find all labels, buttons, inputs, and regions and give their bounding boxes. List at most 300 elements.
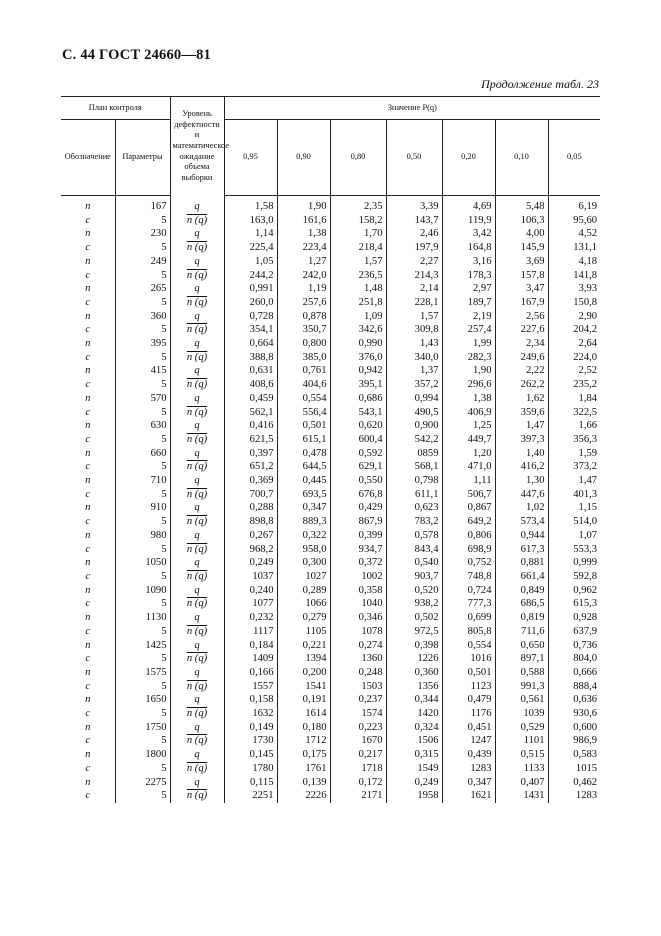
probability-group-header bbox=[224, 97, 600, 120]
probability-value-cell: 1101 bbox=[495, 734, 548, 748]
probability-value-cell: 1015 bbox=[548, 762, 600, 776]
table-row bbox=[61, 447, 600, 461]
probability-value-cell: 0,928 bbox=[548, 611, 600, 625]
probability-value-cell: 0,620 bbox=[330, 419, 386, 433]
level-cell: n (q) bbox=[170, 652, 224, 666]
probability-value-cell: 167,9 bbox=[495, 296, 548, 310]
plan-parameter-cell: 1575 bbox=[115, 666, 170, 680]
plan-symbol-cell: n bbox=[85, 447, 91, 459]
table-row bbox=[61, 296, 600, 310]
plan-symbol-cell: n bbox=[85, 420, 91, 432]
probability-value-cell: 376,0 bbox=[330, 351, 386, 365]
probability-value-cell: 1176 bbox=[442, 707, 495, 721]
probability-value-cell: 1,07 bbox=[548, 529, 600, 543]
probability-value-cell: 406,9 bbox=[442, 406, 495, 420]
table-row bbox=[61, 666, 600, 680]
plan-symbol-cell: c bbox=[85, 379, 91, 391]
probability-value-cell: 0,347 bbox=[442, 776, 495, 790]
plan-parameter-cell: 5 bbox=[115, 680, 170, 694]
plan-parameter-cell: 710 bbox=[115, 474, 170, 488]
plan-parameter-cell: 415 bbox=[115, 364, 170, 378]
params-column-header: Параметры bbox=[115, 120, 170, 196]
plan-symbol-cell: c bbox=[85, 488, 91, 500]
probability-value-cell: 0,554 bbox=[442, 639, 495, 653]
plan-symbol-cell: n bbox=[85, 502, 91, 514]
probability-value-cell: 0,300 bbox=[277, 556, 330, 570]
level-cell: n (q) bbox=[170, 762, 224, 776]
probability-value-cell: 143,7 bbox=[386, 214, 442, 228]
probability-value-cell: 1541 bbox=[277, 680, 330, 694]
level-cell: n (q) bbox=[170, 680, 224, 694]
table-row bbox=[61, 639, 600, 653]
probability-value-cell: 1226 bbox=[386, 652, 442, 666]
plan-symbol-cell: n bbox=[85, 365, 91, 377]
probability-value-cell: 0,184 bbox=[224, 639, 277, 653]
plan-symbol-cell: n bbox=[85, 666, 91, 678]
probability-value-cell: 0,249 bbox=[224, 556, 277, 570]
probability-value-cell: 1066 bbox=[277, 597, 330, 611]
probability-value-cell: 0,407 bbox=[495, 776, 548, 790]
probability-value-cell: 1247 bbox=[442, 734, 495, 748]
probability-value-cell: 1,30 bbox=[495, 474, 548, 488]
probability-value-cell: 1,59 bbox=[548, 447, 600, 461]
probability-value-cell: 1,90 bbox=[442, 364, 495, 378]
plan-parameter-cell: 5 bbox=[115, 241, 170, 255]
probability-value-cell: 2,52 bbox=[548, 364, 600, 378]
probability-value-cell: 0,398 bbox=[386, 639, 442, 653]
plan-symbol-cell: c bbox=[85, 269, 91, 281]
probability-value-cell: 2,56 bbox=[495, 310, 548, 324]
probability-value-cell: 3,39 bbox=[386, 196, 442, 214]
probability-value-cell: 0,372 bbox=[330, 556, 386, 570]
plan-symbol-cell: n bbox=[85, 749, 91, 761]
plan-symbol-cell: c bbox=[85, 242, 91, 254]
probability-value-cell: 1780 bbox=[224, 762, 277, 776]
plan-symbol-cell: n bbox=[85, 201, 91, 212]
probability-value-cell: 0,631 bbox=[224, 364, 277, 378]
probability-value-cell: 651,2 bbox=[224, 460, 277, 474]
probability-value-cell: 1409 bbox=[224, 652, 277, 666]
level-cell: n (q) bbox=[170, 515, 224, 529]
probability-value-cell: 1431 bbox=[495, 789, 548, 803]
probability-value-cell: 1,27 bbox=[277, 255, 330, 269]
probability-value-cell: 0,999 bbox=[548, 556, 600, 570]
probability-value-cell: 1,20 bbox=[442, 447, 495, 461]
probability-value-cell: 1621 bbox=[442, 789, 495, 803]
probability-value-cell: 0,520 bbox=[386, 584, 442, 598]
plan-parameter-cell: 660 bbox=[115, 447, 170, 461]
plan-parameter-cell: 5 bbox=[115, 406, 170, 420]
probability-value-cell: 0,369 bbox=[224, 474, 277, 488]
probability-value-cell: 449,7 bbox=[442, 433, 495, 447]
probability-value-cell: 0,583 bbox=[548, 748, 600, 762]
probability-value-cell: 6,19 bbox=[548, 196, 600, 214]
probability-value-cell: 1506 bbox=[386, 734, 442, 748]
plan-parameter-cell: 5 bbox=[115, 789, 170, 803]
probability-value-cell: 2251 bbox=[224, 789, 277, 803]
plan-symbol-cell: n bbox=[85, 612, 91, 624]
probability-value-cell: 0,798 bbox=[386, 474, 442, 488]
plan-symbol-cell: c bbox=[85, 543, 91, 555]
probability-value-cell: 629,1 bbox=[330, 460, 386, 474]
probability-value-cell: 164,8 bbox=[442, 241, 495, 255]
level-cell: n (q) bbox=[170, 625, 224, 639]
probability-value-cell: 141,8 bbox=[548, 269, 600, 283]
plan-parameter-cell: 265 bbox=[115, 282, 170, 296]
probability-value-cell: 1078 bbox=[330, 625, 386, 639]
probability-value-cell: 260,0 bbox=[224, 296, 277, 310]
probability-value-cell: 1,66 bbox=[548, 419, 600, 433]
probability-value-cell: 968,2 bbox=[224, 543, 277, 557]
probability-value-cell: 693,5 bbox=[277, 488, 330, 502]
probability-value-cell: 235,2 bbox=[548, 378, 600, 392]
probability-value-cell: 2,46 bbox=[386, 227, 442, 241]
probability-value-cell: 1761 bbox=[277, 762, 330, 776]
probability-value-cell: 514,0 bbox=[548, 515, 600, 529]
level-cell: n (q) bbox=[170, 296, 224, 310]
probability-value-cell: 898,8 bbox=[224, 515, 277, 529]
probability-value-cell: 958,0 bbox=[277, 543, 330, 557]
probability-value-cell: 490,5 bbox=[386, 406, 442, 420]
table-row bbox=[61, 419, 600, 433]
plan-symbol-cell: c bbox=[85, 762, 91, 774]
probability-value-cell: 0,288 bbox=[224, 501, 277, 515]
probability-value-cell: 1,11 bbox=[442, 474, 495, 488]
table-row bbox=[61, 570, 600, 584]
probability-value-cell: 0,223 bbox=[330, 721, 386, 735]
probability-value-cell: 1,43 bbox=[386, 337, 442, 351]
plan-parameter-cell: 5 bbox=[115, 351, 170, 365]
probability-value-cell: 1,84 bbox=[548, 392, 600, 406]
plan-parameter-cell: 395 bbox=[115, 337, 170, 351]
table-row bbox=[61, 625, 600, 639]
probability-value-cell: 1040 bbox=[330, 597, 386, 611]
plan-symbol-cell: n bbox=[85, 694, 91, 706]
probability-value-cell: 0,279 bbox=[277, 611, 330, 625]
level-cell: q bbox=[170, 474, 224, 488]
probability-value-cell: 615,1 bbox=[277, 433, 330, 447]
table-row bbox=[61, 214, 600, 228]
probability-value-cell: 0,200 bbox=[277, 666, 330, 680]
plan-parameter-cell: 980 bbox=[115, 529, 170, 543]
level-cell: q bbox=[170, 693, 224, 707]
probability-value-cell: 649,2 bbox=[442, 515, 495, 529]
probability-value-cell: 0,139 bbox=[277, 776, 330, 790]
level-cell: q bbox=[170, 337, 224, 351]
probability-value-cell: 0,990 bbox=[330, 337, 386, 351]
plan-parameter-cell: 1090 bbox=[115, 584, 170, 598]
probability-value-cell: 0,994 bbox=[386, 392, 442, 406]
probability-value-cell: 0,479 bbox=[442, 693, 495, 707]
table-row bbox=[61, 611, 600, 625]
probability-value-cell: 0,274 bbox=[330, 639, 386, 653]
probability-value-cell: 2,97 bbox=[442, 282, 495, 296]
probability-value-cell: 1027 bbox=[277, 570, 330, 584]
probability-value-cell: 404,6 bbox=[277, 378, 330, 392]
probability-value-cell: 228,1 bbox=[386, 296, 442, 310]
probability-value-cell: 0,462 bbox=[548, 776, 600, 790]
probability-value-cell: 1574 bbox=[330, 707, 386, 721]
probability-value-cell: 397,3 bbox=[495, 433, 548, 447]
probability-value-cell: 0,289 bbox=[277, 584, 330, 598]
probability-value-cell: 986,9 bbox=[548, 734, 600, 748]
symbol-column-header: Обозначение bbox=[61, 120, 115, 196]
probability-value-cell: 356,3 bbox=[548, 433, 600, 447]
probability-value-cell: 661,4 bbox=[495, 570, 548, 584]
probability-value-cell: 189,7 bbox=[442, 296, 495, 310]
plan-symbol-cell: c bbox=[85, 516, 91, 528]
probability-value-cell: 395,1 bbox=[330, 378, 386, 392]
level-cell: q bbox=[170, 392, 224, 406]
probability-value-cell: 1614 bbox=[277, 707, 330, 721]
probability-value-cell: 1037 bbox=[224, 570, 277, 584]
probability-value-cell: 0,878 bbox=[277, 310, 330, 324]
probability-value-cell: 257,6 bbox=[277, 296, 330, 310]
plan-symbol-cell: c bbox=[85, 653, 91, 665]
table-row bbox=[61, 488, 600, 502]
table-row bbox=[61, 474, 600, 488]
probability-value-cell: 1503 bbox=[330, 680, 386, 694]
probability-value-cell: 897,1 bbox=[495, 652, 548, 666]
probability-value-cell: 0,478 bbox=[277, 447, 330, 461]
probability-value-cell: 178,3 bbox=[442, 269, 495, 283]
probability-value-cell: 1,57 bbox=[386, 310, 442, 324]
probability-value-cell: 1670 bbox=[330, 734, 386, 748]
probability-value-cell: 145,9 bbox=[495, 241, 548, 255]
probability-value-cell: 0,944 bbox=[495, 529, 548, 543]
plan-parameter-cell: 1750 bbox=[115, 721, 170, 735]
table-row bbox=[61, 433, 600, 447]
probability-value-cell: 0,761 bbox=[277, 364, 330, 378]
table-row bbox=[61, 392, 600, 406]
prob-column-header: 0,80 bbox=[330, 120, 386, 196]
probability-value-cell: 0,800 bbox=[277, 337, 330, 351]
probability-value-cell: 204,2 bbox=[548, 323, 600, 337]
level-cell: q bbox=[170, 227, 224, 241]
probability-value-cell: 1133 bbox=[495, 762, 548, 776]
probability-value-cell: 0,650 bbox=[495, 639, 548, 653]
probability-value-cell: 0,502 bbox=[386, 611, 442, 625]
probability-value-cell: 711,6 bbox=[495, 625, 548, 639]
probability-value-cell: 1,48 bbox=[330, 282, 386, 296]
table-row bbox=[61, 693, 600, 707]
probability-value-cell: 0,728 bbox=[224, 310, 277, 324]
level-cell: q bbox=[170, 196, 224, 214]
level-cell: n (q) bbox=[170, 241, 224, 255]
probability-value-cell: 611,1 bbox=[386, 488, 442, 502]
table-row bbox=[61, 351, 600, 365]
probability-value-cell: 0,550 bbox=[330, 474, 386, 488]
probability-value-cell: 3,16 bbox=[442, 255, 495, 269]
probability-value-cell: 0,429 bbox=[330, 501, 386, 515]
probability-value-cell: 1,38 bbox=[277, 227, 330, 241]
plan-parameter-cell: 5 bbox=[115, 570, 170, 584]
probability-value-cell: 342,6 bbox=[330, 323, 386, 337]
probability-value-cell: 2171 bbox=[330, 789, 386, 803]
plan-parameter-cell: 230 bbox=[115, 227, 170, 241]
probability-value-cell: 1712 bbox=[277, 734, 330, 748]
probability-value-cell: 1283 bbox=[442, 762, 495, 776]
table-row bbox=[61, 515, 600, 529]
probability-value-cell: 282,3 bbox=[442, 351, 495, 365]
probability-value-cell: 0,232 bbox=[224, 611, 277, 625]
probability-value-cell: 888,4 bbox=[548, 680, 600, 694]
plan-symbol-cell: c bbox=[85, 735, 91, 747]
probability-value-cell: 2,90 bbox=[548, 310, 600, 324]
plan-symbol-cell: n bbox=[85, 557, 91, 569]
probability-value-cell: 1,57 bbox=[330, 255, 386, 269]
table-row bbox=[61, 460, 600, 474]
probability-value-cell: 0,664 bbox=[224, 337, 277, 351]
level-cell: n (q) bbox=[170, 378, 224, 392]
probability-value-cell: 0,666 bbox=[548, 666, 600, 680]
probability-value-cell: 804,0 bbox=[548, 652, 600, 666]
probability-value-cell: 0,180 bbox=[277, 721, 330, 735]
probability-value-cell: 0,501 bbox=[442, 666, 495, 680]
probability-value-cell: 1,09 bbox=[330, 310, 386, 324]
probability-value-cell: 0,172 bbox=[330, 776, 386, 790]
plan-parameter-cell: 249 bbox=[115, 255, 170, 269]
probability-value-cell: 262,2 bbox=[495, 378, 548, 392]
probability-value-cell: 1632 bbox=[224, 707, 277, 721]
probability-value-cell: 0,588 bbox=[495, 666, 548, 680]
plan-parameter-cell: 5 bbox=[115, 296, 170, 310]
table-row bbox=[61, 556, 600, 570]
probability-value-cell: 236,5 bbox=[330, 269, 386, 283]
probability-value-cell: 0,592 bbox=[330, 447, 386, 461]
probability-value-cell: 556,4 bbox=[277, 406, 330, 420]
probability-value-cell: 0,439 bbox=[442, 748, 495, 762]
table-row bbox=[61, 196, 600, 214]
level-cell: n (q) bbox=[170, 707, 224, 721]
level-cell: q bbox=[170, 721, 224, 735]
plan-symbol-cell: c bbox=[85, 625, 91, 637]
probability-value-cell: 0,217 bbox=[330, 748, 386, 762]
probability-value-cell: 1,15 bbox=[548, 501, 600, 515]
probability-value-cell: 1283 bbox=[548, 789, 600, 803]
probability-value-cell: 1,99 bbox=[442, 337, 495, 351]
level-cell: q bbox=[170, 282, 224, 296]
probability-value-cell: 0,900 bbox=[386, 419, 442, 433]
probability-value-cell: 0,237 bbox=[330, 693, 386, 707]
plan-parameter-cell: 5 bbox=[115, 762, 170, 776]
probability-value-cell: 617,3 bbox=[495, 543, 548, 557]
probability-value-cell: 568,1 bbox=[386, 460, 442, 474]
probability-value-cell: 0,166 bbox=[224, 666, 277, 680]
probability-value-cell: 0,529 bbox=[495, 721, 548, 735]
probability-value-cell: 0,849 bbox=[495, 584, 548, 598]
plan-parameter-cell: 1650 bbox=[115, 693, 170, 707]
table-row bbox=[61, 762, 600, 776]
level-cell: n (q) bbox=[170, 597, 224, 611]
probability-value-cell: 0,752 bbox=[442, 556, 495, 570]
probability-value-cell: 0,623 bbox=[386, 501, 442, 515]
probability-value-cell: 0,501 bbox=[277, 419, 330, 433]
probability-value-cell: 416,2 bbox=[495, 460, 548, 474]
probability-value-cell: 0,636 bbox=[548, 693, 600, 707]
probability-value-cell: 0,991 bbox=[224, 282, 277, 296]
probability-value-cell: 783,2 bbox=[386, 515, 442, 529]
probability-value-cell: 1016 bbox=[442, 652, 495, 666]
plan-symbol-cell: n bbox=[85, 475, 91, 487]
probability-value-cell: 0,881 bbox=[495, 556, 548, 570]
probability-value-cell: 1,58 bbox=[224, 196, 277, 214]
probability-value-cell: 698,9 bbox=[442, 543, 495, 557]
probability-value-cell: 1360 bbox=[330, 652, 386, 666]
level-cell: q bbox=[170, 639, 224, 653]
plan-symbol-cell: n bbox=[85, 338, 91, 350]
probability-value-cell: 615,3 bbox=[548, 597, 600, 611]
plan-symbol-cell: n bbox=[85, 228, 91, 240]
probability-value-cell: 573,4 bbox=[495, 515, 548, 529]
probability-value-cell: 3,42 bbox=[442, 227, 495, 241]
table-row bbox=[61, 776, 600, 790]
probability-value-cell: 0,515 bbox=[495, 748, 548, 762]
plan-parameter-cell: 1050 bbox=[115, 556, 170, 570]
plan-symbol-cell: n bbox=[85, 310, 91, 322]
probability-value-cell: 388,8 bbox=[224, 351, 277, 365]
table-row bbox=[61, 543, 600, 557]
level-cell: n (q) bbox=[170, 488, 224, 502]
table-row bbox=[61, 734, 600, 748]
probability-value-cell: 1002 bbox=[330, 570, 386, 584]
probability-value-cell: 1718 bbox=[330, 762, 386, 776]
probability-value-cell: 1123 bbox=[442, 680, 495, 694]
plan-parameter-cell: 5 bbox=[115, 597, 170, 611]
table-row bbox=[61, 748, 600, 762]
plan-symbol-cell: c bbox=[85, 598, 91, 610]
probability-value-cell: 95,60 bbox=[548, 214, 600, 228]
probability-value-cell: 0,806 bbox=[442, 529, 495, 543]
table-row bbox=[61, 255, 600, 269]
probability-value-cell: 244,2 bbox=[224, 269, 277, 283]
probability-value-cell: 385,0 bbox=[277, 351, 330, 365]
level-cell: q bbox=[170, 310, 224, 324]
table-row bbox=[61, 501, 600, 515]
plan-symbol-cell: n bbox=[85, 776, 91, 788]
plan-parameter-cell: 5 bbox=[115, 543, 170, 557]
probability-value-cell: 4,69 bbox=[442, 196, 495, 214]
probability-value-cell: 0,459 bbox=[224, 392, 277, 406]
table-row bbox=[61, 597, 600, 611]
table-row bbox=[61, 310, 600, 324]
table-row bbox=[61, 652, 600, 666]
probability-value-cell: 2226 bbox=[277, 789, 330, 803]
probability-value-cell: 1,25 bbox=[442, 419, 495, 433]
table-row bbox=[61, 337, 600, 351]
plan-parameter-cell: 5 bbox=[115, 323, 170, 337]
probability-value-cell: 3,69 bbox=[495, 255, 548, 269]
probability-group-label: Значение P(q) bbox=[387, 102, 437, 112]
probability-value-cell: 4,18 bbox=[548, 255, 600, 269]
probability-value-cell: 131,1 bbox=[548, 241, 600, 255]
probability-value-cell: 0,686 bbox=[330, 392, 386, 406]
probability-value-cell: 0,347 bbox=[277, 501, 330, 515]
plan-symbol-cell: c bbox=[85, 461, 91, 473]
level-cell: q bbox=[170, 447, 224, 461]
probability-value-cell: 0,346 bbox=[330, 611, 386, 625]
probability-value-cell: 340,0 bbox=[386, 351, 442, 365]
level-cell: n (q) bbox=[170, 570, 224, 584]
probability-value-cell: 354,1 bbox=[224, 323, 277, 337]
probability-value-cell: 0,175 bbox=[277, 748, 330, 762]
probability-value-cell: 4,52 bbox=[548, 227, 600, 241]
plan-symbol-cell: n bbox=[85, 283, 91, 295]
plan-parameter-cell: 2275 bbox=[115, 776, 170, 790]
prob-column-header: 0,50 bbox=[386, 120, 442, 196]
probability-value-cell: 3,93 bbox=[548, 282, 600, 296]
table-row bbox=[61, 241, 600, 255]
